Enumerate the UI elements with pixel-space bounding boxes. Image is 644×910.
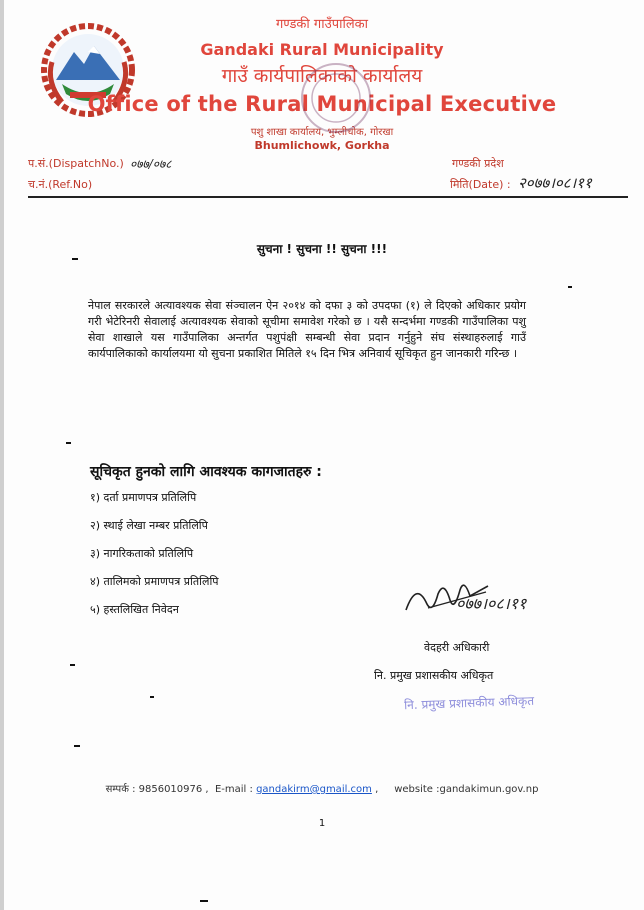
scan-mark: [66, 442, 71, 444]
scan-mark: [150, 696, 154, 698]
requirement-item: २) स्थाई लेखा नम्बर प्रतिलिपि: [90, 519, 208, 532]
office-name-en: Office of the Rural Municipal Executive: [87, 92, 557, 116]
signatory-designation: नि. प्रमुख प्रशासकीय अधिकृत: [374, 669, 494, 682]
website-label: website :: [394, 784, 440, 795]
province-label: गण्डकी प्रदेश: [452, 157, 504, 170]
requirement-item: ५) हस्तलिखित निवेदन: [90, 603, 179, 616]
contact-label: सम्पर्क :: [105, 784, 136, 795]
contact-phone: 9856010976: [138, 784, 203, 795]
designation-stamp: नि. प्रमुख प्रशासकीय अधिकृत: [403, 693, 535, 713]
scan-mark: [70, 664, 75, 666]
date-label: मिति(Date) :: [450, 178, 511, 191]
header-divider: [28, 196, 628, 198]
office-name-np: गाउँ कार्यपालिकाको कार्यालय: [221, 65, 423, 87]
org-name-np: गण्डकी गाउँपालिका: [275, 17, 369, 32]
scan-mark: [74, 745, 80, 747]
scan-mark: [72, 258, 78, 260]
office-seal-icon: [296, 58, 376, 138]
website-link[interactable]: gandakimun.gov.np: [439, 784, 539, 795]
dispatch-value: ०७७/०७८: [130, 157, 172, 171]
address-np: पशु शाखा कार्यालय, भुम्लीचोक, गोरखा: [250, 127, 394, 138]
notice-body: नेपाल सरकारले अत्यावश्यक सेवा संञ्चालन ऐन २०१४ को दफा ३ को उपदफा (१) ले दिएको अधिकार प्रयोग गरी भेटेरिनरी सेवालाई अत्यावश्यक सेवाको सूचीमा समावेश गरेको छ । यसै सन्दर्भमा गण्डकी गाउँपालिका पशु सेवा शाखाले यस गाउँपालिका अन्तर्गत पशुपंक्षी सम्बन्धी सेवा प्रदान गर्नुहुने संघ संस्थाहरुलाई गाउँ कार्यपालिकाको कार्यालयमा यो सुचना प्रकाशित मितिले १५ दिन भित्र अनिवार्य सूचिकृत हुन जानकारी गरिन्छ ।: [88, 299, 526, 360]
date-value: २०७७।०८।११: [518, 174, 592, 192]
address-en: Bhumlichowk, Gorkha: [254, 139, 390, 152]
signatory-name: वेदहरी अधिकारी: [424, 641, 490, 654]
email-label: E-mail :: [214, 784, 253, 795]
requirement-item: ३) नागरिकताको प्रतिलिपि: [90, 547, 194, 560]
requirement-item: १) दर्ता प्रमाणपत्र प्रतिलिपि: [90, 491, 197, 504]
requirements-title: सूचिकृत हुनको लागि आवश्यक कागजातहरु :: [90, 464, 322, 480]
scan-mark: [568, 286, 572, 288]
scan-edge: [0, 0, 4, 910]
signature-date: ०७७।०८।११: [456, 594, 527, 613]
notice-title: सुचना ! सुचना !! सुचना !!!: [256, 242, 388, 256]
footer-contact: सम्पर्क : 9856010976 , E-mail : gandakirm@gmail.com , website :gandakimun.gov.np: [105, 784, 539, 795]
dispatch-label: प.सं.(DispatchNo.): [28, 157, 124, 170]
ref-label: च.नं.(Ref.No): [28, 178, 93, 191]
email-link[interactable]: gandakirm@gmail.com: [256, 784, 372, 795]
page-number: 1: [318, 818, 326, 829]
scan-mark: [200, 900, 208, 902]
org-name-en: Gandaki Rural Municipality: [200, 40, 444, 59]
requirement-item: ४) तालिमको प्रमाणपत्र प्रतिलिपि: [90, 575, 219, 588]
